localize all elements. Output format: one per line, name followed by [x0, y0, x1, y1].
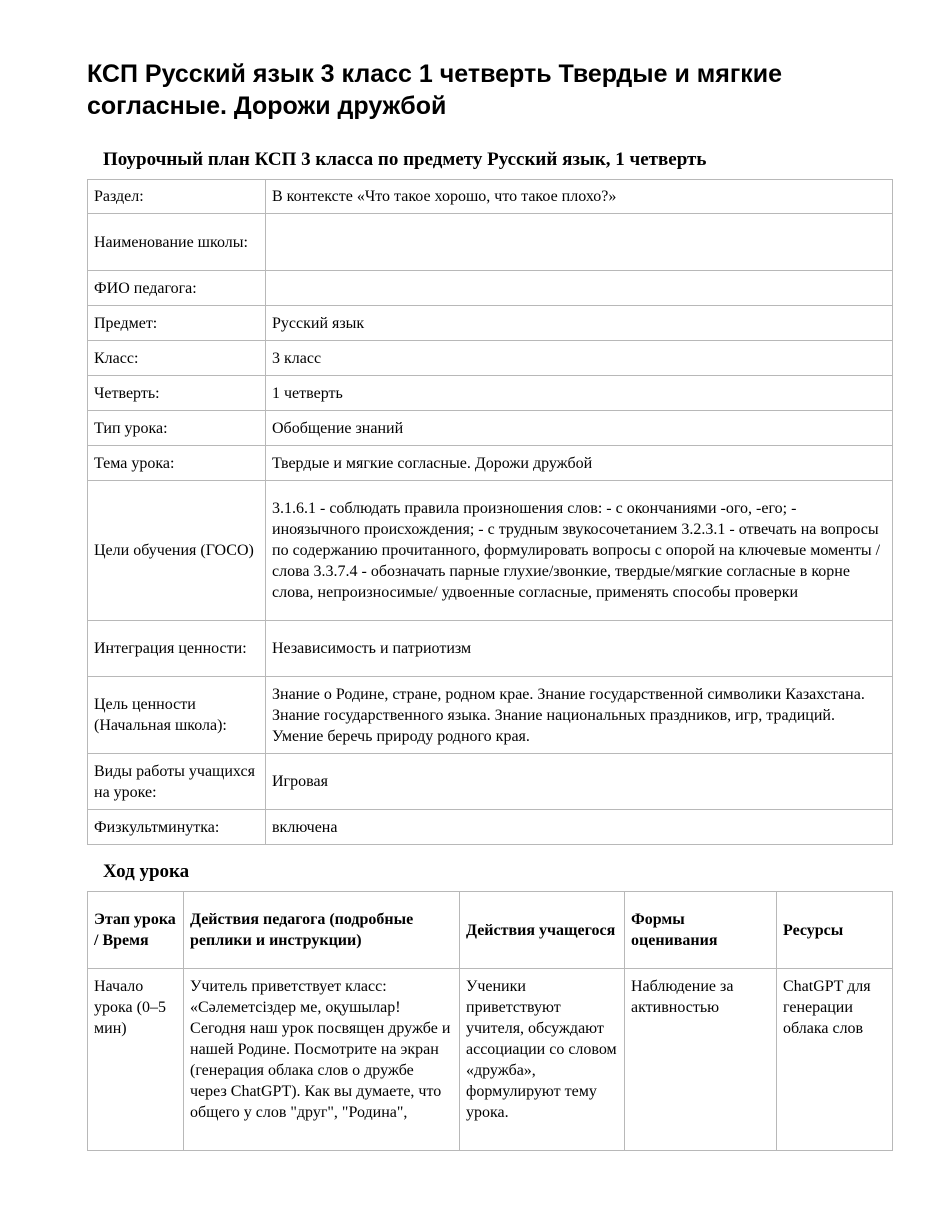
info-label: Цель ценности (Начальная школа): — [88, 677, 266, 754]
column-header-student: Действия учащегося — [460, 892, 625, 969]
column-header-assessment: Формы оценивания — [625, 892, 777, 969]
column-header-teacher: Действия педагога (подробные реплики и инструкции) — [184, 892, 460, 969]
info-row-section — [88, 180, 893, 214]
info-row-learning-goals — [88, 481, 893, 621]
info-row-value-goal — [88, 677, 893, 754]
document-title: КСП Русский язык 3 класс 1 четверть Твердые и мягкие согласные. Дорожи дружбой — [87, 60, 783, 120]
info-value: Независимость и патриотизм — [266, 621, 893, 677]
info-label: Тип урока: — [88, 411, 266, 446]
info-row-lesson-type — [88, 411, 893, 446]
info-label: Наименование школы: — [88, 214, 266, 271]
plan-heading: Поурочный план КСП 3 класса по предмету Русский язык, 1 четверть — [103, 149, 707, 170]
info-value: включена — [266, 810, 893, 845]
lesson-heading: Ход урока — [103, 861, 190, 882]
info-label: ФИО педагога: — [88, 271, 266, 306]
lesson-header-row — [88, 892, 893, 969]
info-label: Цели обучения (ГОСО) — [88, 481, 266, 621]
info-row-school — [88, 214, 893, 271]
info-label: Интеграция ценности: — [88, 621, 266, 677]
info-value: Русский язык — [266, 306, 893, 341]
info-label: Виды работы учащихся на уроке: — [88, 754, 266, 810]
info-row-values — [88, 621, 893, 677]
info-value: В контексте «Что такое хорошо, что такое плохо?» — [266, 180, 893, 214]
lesson-flow-table — [87, 891, 893, 1151]
student-actions-cell: Ученики приветствуют учителя, обсуждают ассоциации со словом «дружба», формулируют тему урока. — [460, 969, 625, 1151]
info-label: Предмет: — [88, 306, 266, 341]
info-value: Игровая — [266, 754, 893, 810]
teacher-actions-cell: Учитель приветствует класс: «Сәлеметсіздер ме, оқушылар! Сегодня наш урок посвящен дружбе и нашей Родине. Посмотрите на экран (генерация облака слов о дружбе через ChatGPT). Как вы думаете, что общего у слов "друг", "Родина", — [184, 969, 460, 1151]
info-row-physical-break — [88, 810, 893, 845]
info-row-class — [88, 341, 893, 376]
info-row-topic — [88, 446, 893, 481]
lesson-info-table — [87, 179, 893, 845]
stage-cell: Начало урока (0–5 мин) — [88, 969, 184, 1151]
info-row-subject — [88, 306, 893, 341]
info-label: Тема урока: — [88, 446, 266, 481]
info-value: Знание о Родине, стране, родном крае. Знание государственной символики Казахстана. Знание государственного языка. Знание национальных праздников, игр, традиций. Умение беречь природу родного края. — [266, 677, 893, 754]
info-row-work-types — [88, 754, 893, 810]
info-row-quarter — [88, 376, 893, 411]
info-value: 3.1.6.1 - соблюдать правила произношения слов: - с окончаниями -ого, -его; - иноязычного происхождения; - с трудным звукосочетанием 3.2.3.1 - отвечать на вопросы по содержанию прочитанного, формулировать вопросы с опорой на ключевые моменты / слова 3.3.7.4 - обозначать парные глухие/звонкие, твердые/мягкие согласные в корне слова, непроизносимые/ удвоенные согласные, применять способы проверки — [266, 481, 893, 621]
resources-cell: ChatGPT для генерации облака слов — [777, 969, 893, 1151]
info-value — [266, 214, 893, 271]
info-value: 3 класс — [266, 341, 893, 376]
info-value — [266, 271, 893, 306]
info-value: Твердые и мягкие согласные. Дорожи дружбой — [266, 446, 893, 481]
assessment-cell: Наблюдение за активностью — [625, 969, 777, 1151]
info-value: 1 четверть — [266, 376, 893, 411]
info-label: Четверть: — [88, 376, 266, 411]
column-header-resources: Ресурсы — [777, 892, 893, 969]
info-label: Раздел: — [88, 180, 266, 214]
column-header-stage: Этап урока / Время — [88, 892, 184, 969]
table-row — [88, 969, 893, 1151]
info-label: Физкультминутка: — [88, 810, 266, 845]
info-row-teacher — [88, 271, 893, 306]
info-label: Класс: — [88, 341, 266, 376]
info-value: Обобщение знаний — [266, 411, 893, 446]
